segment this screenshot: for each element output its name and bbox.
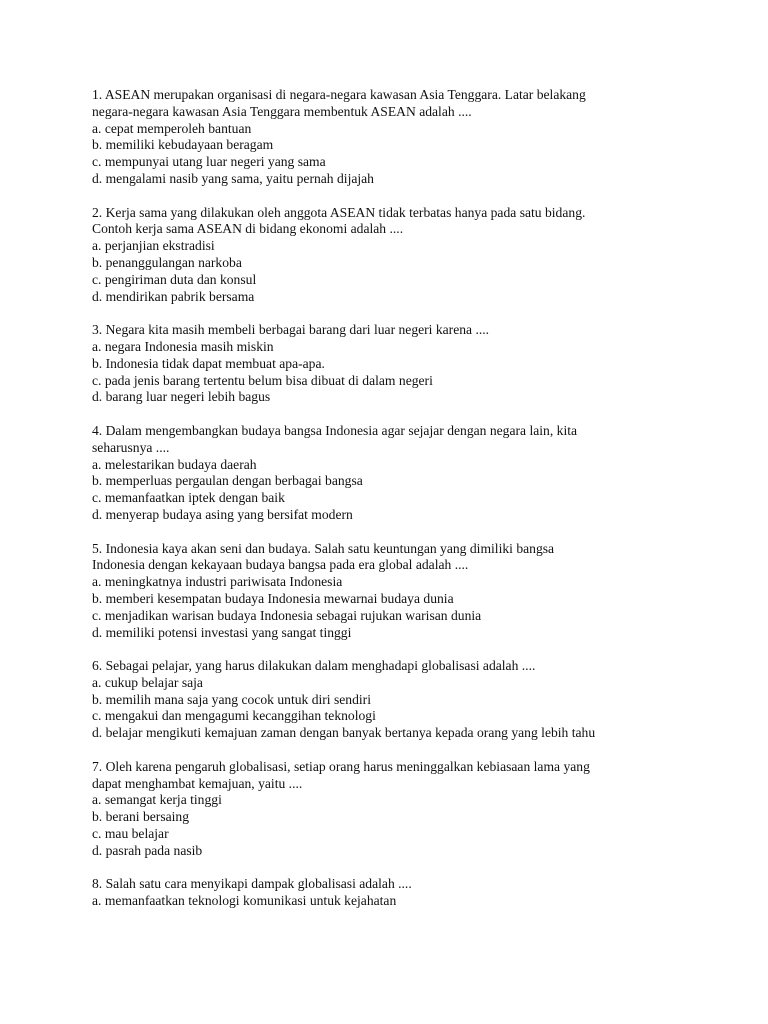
option-b: b. memperluas pergaulan dengan berbagai bangsa [92,473,363,489]
question-text-line: 2. Kerja sama yang dilakukan oleh anggota ASEAN tidak terbatas hanya pada satu bidang. [92,204,586,220]
question-text-line: 6. Sebagai pelajar, yang harus dilakukan dalam menghadapi globalisasi adalah .... [92,658,536,674]
option-b: b. Indonesia tidak dapat membuat apa-apa. [92,355,325,371]
option-a: a. cepat memperoleh bantuan [92,120,252,136]
document-page [92,87,692,927]
question-1 [92,87,692,188]
question-text-line: dapat menghambat kemajuan, yaitu .... [92,775,303,791]
question-text-line: negara-negara kawasan Asia Tenggara membentuk ASEAN adalah .... [92,103,472,119]
option-d: d. memiliki potensi investasi yang sangat tinggi [92,624,352,640]
question-2 [92,205,692,306]
option-b: b. memberi kesempatan budaya Indonesia mewarnai budaya dunia [92,590,454,606]
option-b: b. memilih mana saja yang cocok untuk diri sendiri [92,691,371,707]
option-b: b. penanggulangan narkoba [92,254,242,270]
question-text-line: 7. Oleh karena pengaruh globalisasi, setiap orang harus meninggalkan kebiasaan lama yang [92,758,590,774]
question-text-line: 8. Salah satu cara menyikapi dampak globalisasi adalah .... [92,876,412,892]
question-text-line: Contoh kerja sama ASEAN di bidang ekonomi adalah .... [92,221,404,237]
option-a: a. perjanjian ekstradisi [92,238,215,254]
question-text-line: 3. Negara kita masih membeli berbagai barang dari luar negeri karena .... [92,322,490,338]
option-c: c. pengiriman duta dan konsul [92,271,257,287]
question-5 [92,541,692,642]
question-4 [92,423,692,524]
question-text-line: seharusnya .... [92,439,170,455]
option-c: c. mengakui dan mengagumi kecanggihan teknologi [92,708,376,724]
question-text-line: 4. Dalam mengembangkan budaya bangsa Indonesia agar sejajar dengan negara lain, kita [92,422,578,438]
option-b: b. berani bersaing [92,809,190,825]
question-7 [92,759,692,860]
option-c: c. mempunyai utang luar negeri yang sama [92,154,326,170]
option-d: d. menyerap budaya asing yang bersifat modern [92,506,353,522]
option-a: a. meningkatnya industri pariwisata Indonesia [92,574,343,590]
option-d: d. belajar mengikuti kemajuan zaman dengan banyak bertanya kepada orang yang lebih tahu [92,725,596,741]
option-c: c. memanfaatkan iptek dengan baik [92,490,285,506]
question-6 [92,658,692,742]
option-a: a. negara Indonesia masih miskin [92,338,274,354]
question-text-line: Indonesia dengan kekayaan budaya bangsa pada era global adalah .... [92,557,469,573]
question-3 [92,322,692,406]
option-c: c. mau belajar [92,826,169,842]
option-d: d. barang luar negeri lebih bagus [92,389,271,405]
option-b: b. memiliki kebudayaan beragam [92,137,274,153]
question-text-line: 1. ASEAN merupakan organisasi di negara-negara kawasan Asia Tenggara. Latar belakang [92,87,586,102]
option-d: d. mengalami nasib yang sama, yaitu pernah dijajah [92,170,374,186]
option-a: a. memanfaatkan teknologi komunikasi untuk kejahatan [92,893,397,909]
option-a: a. melestarikan budaya daerah [92,456,257,472]
option-d: d. mendirikan pabrik bersama [92,288,255,304]
option-d: d. pasrah pada nasib [92,842,203,858]
question-text-line: 5. Indonesia kaya akan seni dan budaya. Salah satu keuntungan yang dimiliki bangsa [92,540,555,556]
question-8 [92,876,692,910]
option-a: a. cukup belajar saja [92,674,203,690]
option-c: c. pada jenis barang tertentu belum bisa dibuat di dalam negeri [92,372,433,388]
option-c: c. menjadikan warisan budaya Indonesia sebagai rujukan warisan dunia [92,607,482,623]
option-a: a. semangat kerja tinggi [92,792,222,808]
